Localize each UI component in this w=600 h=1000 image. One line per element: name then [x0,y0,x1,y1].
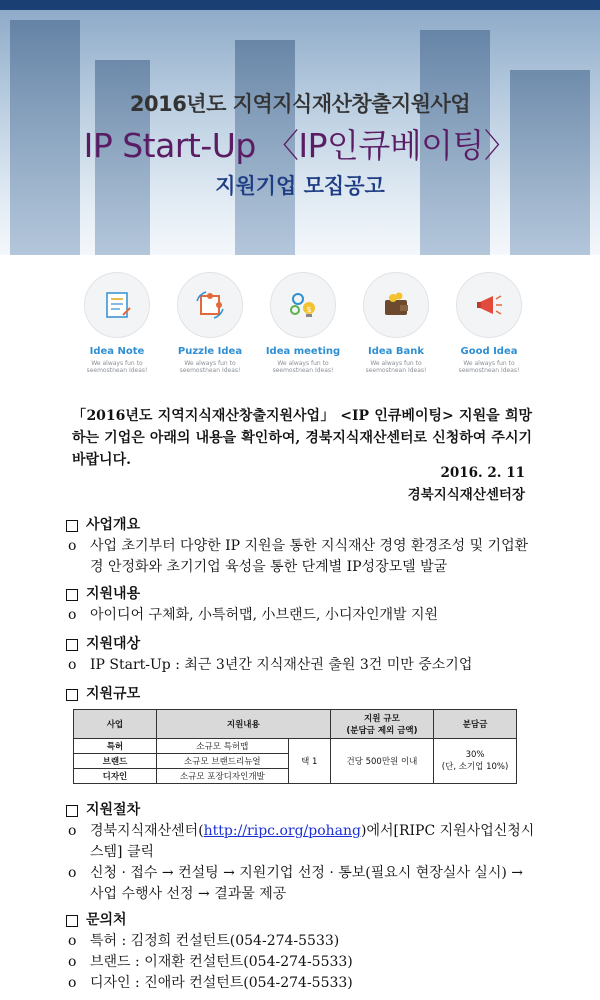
table-cell: 건당 500만원 이내 [330,739,433,784]
table-header [330,710,433,739]
section-procedure [66,800,536,905]
support-scale-table [73,709,517,784]
procedure-text: )에서[RIPC 지원사업신청시스템] 클릭 [90,823,535,860]
idea-note-tagline: We always fun to seemostnean Ideas! [86,360,148,374]
share-value: 30% [465,750,485,760]
idea-meeting-label: Idea meeting [265,346,341,357]
bullet-icon: o [68,954,77,970]
target-text: IP Start-Up : 최근 3년간 지식재산권 출원 3건 미만 중소기업 [90,657,473,673]
table-cell: 디자인 [74,769,157,784]
table-cell: 소규모 포장디자인개발 [156,769,288,784]
contact-item: 브랜드 : 이재환 컨설턴트(054-274-5533) [90,954,353,970]
bullet-icon: o [68,975,77,991]
table-header: 지원내용 [156,710,330,739]
bullet-icon: o [68,538,77,554]
announcement-date: 2016. 2. 11 [440,465,525,481]
bullet-icon: o [68,933,77,949]
lightbulb-gears-icon [270,272,336,338]
table-cell: 소규모 특허맵 [156,739,288,754]
table-cell: 택 1 [288,739,330,784]
table-cell: 브랜드 [74,754,157,769]
checkbox-square-icon [66,589,78,601]
bullet-icon: o [68,865,77,881]
section-title: 지원절차 [86,802,141,818]
wallet-icon [363,272,429,338]
procedure-text: 경북지식재산센터( [90,823,204,839]
banner-top-bar [0,0,600,10]
checkbox-square-icon [66,805,78,817]
idea-note-icon [84,272,150,338]
section-contact [66,910,536,994]
section-title: 문의처 [86,912,127,928]
procedure-step-2: 신청 · 접수 → 컨설팅 → 지원기업 선정 · 통보(필요시 현장실사 실시) → 사업 수행사 선정 → 결과물 제공 [90,865,523,902]
procedure-step-1 [90,821,536,863]
table-cell: 특허 [74,739,157,754]
header-banner [0,0,600,255]
issuer: 경북지식재산센터장 [407,487,525,503]
table-header-line: (분담금 제외 금액) [346,726,418,736]
idea-note-label: Idea Note [89,346,145,357]
svg-text:$: $ [306,305,312,314]
good-idea-item [450,272,528,382]
table-row [74,739,517,754]
banner-subtitle: 2016년도 지역지식재산창출지원사업 [129,92,471,116]
section-support-content [66,584,536,626]
table-header: 분담금 [434,710,517,739]
section-support-scale [66,684,536,705]
contact-item: 디자인 : 진애라 컨설턴트(054-274-5533) [90,975,353,991]
ripc-link[interactable]: http://ripc.org/pohang [203,823,361,839]
idea-bank-tagline: We always fun to seemostnean Ideas! [365,360,427,374]
megaphone-icon [456,272,522,338]
checkbox-square-icon [66,639,78,651]
overview-text: 사업 초기부터 다양한 IP 지원을 통한 지식재산 경영 환경조성 및 기업환경 안정화와 초기기업 육성을 통한 단계별 IP성장모델 발굴 [90,538,529,575]
table-cell: 소규모 브랜드리뉴얼 [156,754,288,769]
table-cell [434,739,517,784]
idea-bank-item [357,272,435,382]
bullet-icon: o [68,607,77,623]
contact-item: 특허 : 김정희 컨설턴트(054-274-5533) [90,933,340,949]
banner-heading: 지원기업 모집공고 [215,174,385,198]
checkbox-square-icon [66,689,78,701]
section-support-target [66,634,536,676]
idea-meeting-tagline: We always fun to seemostnean Ideas! [272,360,334,374]
section-overview [66,515,536,578]
idea-meeting-item [264,272,342,382]
intro-paragraph: 「2016년도 지역지식재산창출지원사업」 <IP 인큐베이팅> 지원을 희망하는 기업은 아래의 내용을 확인하여, 경북지식재산센터로 신청하여 주시기 바랍니다. [72,408,532,468]
content-text: 아이디어 구체화, 小특허맵, 小브랜드, 小디자인개발 지원 [90,607,439,623]
section-title: 지원내용 [86,586,141,602]
bullet-icon: o [68,823,77,839]
puzzle-idea-item [171,272,249,382]
bullet-icon: o [68,657,77,673]
good-idea-tagline: We always fun to seemostnean Ideas! [458,360,520,374]
date-signature [408,462,525,506]
share-note: (단, 소기업 10%) [441,762,509,772]
puzzle-idea-label: Puzzle Idea [177,346,243,357]
section-title: 사업개요 [86,517,141,533]
puzzle-icon [177,272,243,338]
idea-note-item [78,272,156,382]
puzzle-idea-tagline: We always fun to seemostnean Ideas! [179,360,241,374]
table-header-row [74,710,517,739]
checkbox-square-icon [66,520,78,532]
banner-title: IP Start-Up 〈IP인큐베이팅〉 [83,126,517,165]
table-header-line: 지원 규모 [364,714,400,724]
section-title: 지원대상 [86,636,141,652]
checkbox-square-icon [66,915,78,927]
idea-icons-row [78,272,528,382]
idea-bank-label: Idea Bank [367,346,425,357]
table-header: 사업 [74,710,157,739]
good-idea-label: Good Idea [460,346,518,357]
section-title: 지원규모 [86,686,141,702]
